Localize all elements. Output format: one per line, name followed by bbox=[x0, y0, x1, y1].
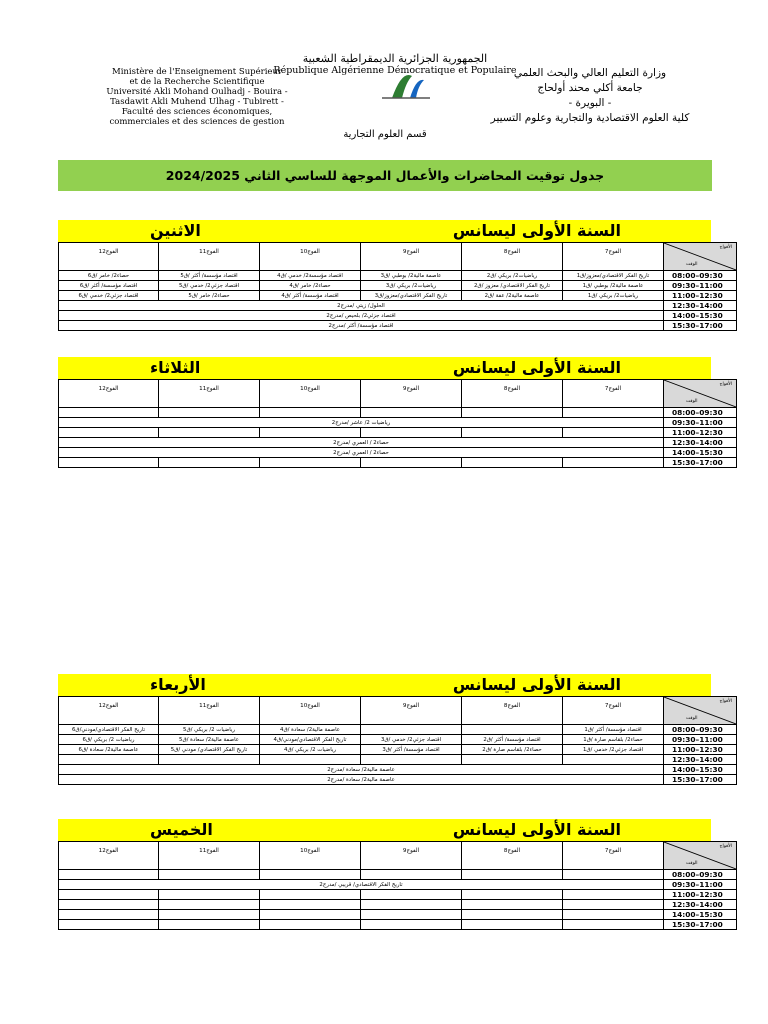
time-slot: 14:00–15:30 bbox=[664, 910, 737, 920]
table-row bbox=[59, 408, 737, 418]
session-cell bbox=[260, 755, 361, 765]
session-cell bbox=[260, 458, 361, 468]
university-logo bbox=[372, 68, 440, 104]
session-cell: عاصمة مالية2/ سعادة /ق6 bbox=[59, 745, 159, 755]
shared-lecture-cell: تاريخ الفكر الاقتصادي/ قريبي /مدرج2 bbox=[59, 880, 664, 890]
group-header: الفوج7 bbox=[563, 697, 664, 725]
session-cell: حصاء2/ بلقاسم صارة /ق1 bbox=[563, 735, 664, 745]
schedule-table bbox=[58, 841, 737, 930]
session-cell bbox=[462, 900, 563, 910]
time-slot: 15:30–17:00 bbox=[664, 775, 737, 785]
session-cell bbox=[59, 890, 159, 900]
session-cell: اقتصاد جزئي2/ خدمي /ق1 bbox=[563, 745, 664, 755]
schedule-banner: جدول توقيت المحاضرات والأعمال الموجهة للساسي الثاني 2024/2025 bbox=[58, 160, 712, 191]
table-row bbox=[59, 870, 737, 880]
session-cell bbox=[159, 870, 260, 880]
session-cell bbox=[462, 428, 563, 438]
session-cell bbox=[462, 408, 563, 418]
session-cell: عاصمة مالية2/ عفة /ق2 bbox=[462, 291, 563, 301]
day-label: الخميس bbox=[150, 820, 213, 839]
corner-header bbox=[664, 842, 737, 870]
year-label: السنة الأولى ليسانس bbox=[452, 820, 621, 839]
year-label: السنة الأولى ليسانس bbox=[452, 221, 621, 240]
session-cell: اقتصاد مؤسسة/ أكثر /ق6 bbox=[59, 281, 159, 291]
corner-header bbox=[664, 243, 737, 271]
letterhead-line: جامعة أكلي محند أولحاج bbox=[537, 82, 643, 94]
session-cell bbox=[260, 408, 361, 418]
table-row bbox=[59, 418, 737, 428]
group-header-row bbox=[59, 243, 737, 271]
arabic-letterhead bbox=[470, 66, 710, 126]
schedule-table bbox=[58, 379, 737, 468]
time-slot: 11:00–12:30 bbox=[664, 291, 737, 301]
time-slot: 14:00–15:30 bbox=[664, 311, 737, 321]
group-header: الفوج10 bbox=[260, 697, 361, 725]
time-slot: 12:30–14:00 bbox=[664, 438, 737, 448]
group-header: الفوج10 bbox=[260, 842, 361, 870]
session-cell: حصاء2/ خامر /ق6 bbox=[59, 271, 159, 281]
session-cell bbox=[59, 900, 159, 910]
table-row bbox=[59, 775, 737, 785]
session-cell: تاريخ الفكر الاقتصادي/معزوز/ق1 bbox=[563, 271, 664, 281]
session-cell bbox=[361, 755, 462, 765]
time-slot: 11:00–12:30 bbox=[664, 745, 737, 755]
table-row bbox=[59, 281, 737, 291]
corner-groups-label: الأفواج bbox=[719, 382, 732, 387]
group-header: الفوج11 bbox=[159, 697, 260, 725]
session-cell bbox=[159, 458, 260, 468]
year-day-bar bbox=[58, 674, 711, 696]
letterhead-line: Faculté des sciences économiques, bbox=[121, 107, 273, 117]
table-row bbox=[59, 428, 737, 438]
session-cell bbox=[59, 408, 159, 418]
day-section bbox=[58, 674, 732, 785]
table-row bbox=[59, 735, 737, 745]
table-row bbox=[59, 271, 737, 281]
session-cell bbox=[159, 408, 260, 418]
session-cell bbox=[159, 900, 260, 910]
group-header: الفوج12 bbox=[59, 697, 159, 725]
shared-lecture-cell: رياضيات 2/ عاشر /مدرج2 bbox=[59, 418, 664, 428]
session-cell: حصاء2/ بلقاسم صارة /ق2 bbox=[462, 745, 563, 755]
session-cell: اقتصاد مؤسسة/ أكثر /ق2 bbox=[462, 735, 563, 745]
group-header: الفوج8 bbox=[462, 243, 563, 271]
corner-groups-label: الأفواج bbox=[719, 844, 732, 849]
group-header: الفوج9 bbox=[361, 380, 462, 408]
day-label: الأربعاء bbox=[150, 675, 206, 694]
group-header: الفوج7 bbox=[563, 380, 664, 408]
letterhead-line: commerciales et des sciences de gestion bbox=[109, 117, 285, 127]
letterhead-line: Université Akli Mohand Oulhadj - Bouira - bbox=[106, 87, 288, 97]
letterhead-line: et de la Recherche Scientifique bbox=[129, 77, 265, 87]
session-cell bbox=[159, 755, 260, 765]
session-cell bbox=[563, 920, 664, 930]
table-row bbox=[59, 745, 737, 755]
session-cell: اقتصاد مؤسسة/ أكثر /ق1 bbox=[563, 725, 664, 735]
time-slot: 09:30–11:00 bbox=[664, 418, 737, 428]
year-label: السنة الأولى ليسانس bbox=[452, 675, 621, 694]
session-cell bbox=[361, 900, 462, 910]
session-cell bbox=[361, 725, 462, 735]
session-cell bbox=[59, 428, 159, 438]
session-cell bbox=[361, 890, 462, 900]
session-cell bbox=[361, 870, 462, 880]
group-header: الفوج7 bbox=[563, 243, 664, 271]
group-header: الفوج8 bbox=[462, 380, 563, 408]
session-cell: تاريخ الفكر الاقتصادي/ مودني /ق5 bbox=[159, 745, 260, 755]
group-header: الفوج12 bbox=[59, 842, 159, 870]
table-row bbox=[59, 438, 737, 448]
year-day-bar bbox=[58, 220, 711, 242]
table-row bbox=[59, 321, 737, 331]
session-cell: اقتصاد جزئي2/ خدمي /ق6 bbox=[59, 291, 159, 301]
session-cell bbox=[462, 725, 563, 735]
session-cell bbox=[563, 910, 664, 920]
session-cell bbox=[260, 910, 361, 920]
group-header: الفوج12 bbox=[59, 380, 159, 408]
letterhead-line: كلية العلوم الاقتصادية والتجارية وعلوم التسيير bbox=[490, 112, 690, 124]
session-cell: رياضيات 2/ بريكي /ق4 bbox=[260, 745, 361, 755]
group-header-row bbox=[59, 697, 737, 725]
group-header: الفوج8 bbox=[462, 842, 563, 870]
session-cell: عاصمة مالية2/ سعادة /ق5 bbox=[159, 735, 260, 745]
session-cell: تاريخ الفكر الاقتصادي/مودني/ق4 bbox=[260, 735, 361, 745]
session-cell bbox=[462, 870, 563, 880]
session-cell: حصاء2/ خامر /ق4 bbox=[260, 281, 361, 291]
group-header: الفوج9 bbox=[361, 243, 462, 271]
corner-header bbox=[664, 697, 737, 725]
session-cell: حصاء2/ خامر /ق5 bbox=[159, 291, 260, 301]
table-row bbox=[59, 900, 737, 910]
session-cell bbox=[59, 920, 159, 930]
time-slot: 15:30–17:00 bbox=[664, 920, 737, 930]
shared-lecture-cell: عاصمة مالية2/ سعادة /مدرج2 bbox=[59, 765, 664, 775]
session-cell: رياضيات 2/ بريكي /ق6 bbox=[59, 735, 159, 745]
table-row bbox=[59, 448, 737, 458]
time-slot: 09:30–11:00 bbox=[664, 880, 737, 890]
session-cell: تاريخ الفكر الاقتصادي/مودني/ق6 bbox=[59, 725, 159, 735]
session-cell bbox=[260, 920, 361, 930]
session-cell bbox=[462, 458, 563, 468]
session-cell bbox=[260, 900, 361, 910]
session-cell: اقتصاد مؤسسة2/ خدمي /ق4 bbox=[260, 271, 361, 281]
session-cell: عاصمة مالية2/ بوطبي /ق1 bbox=[563, 281, 664, 291]
time-slot: 08:00–09:30 bbox=[664, 870, 737, 880]
letterhead-line: - البويرة - bbox=[568, 97, 612, 109]
session-cell bbox=[361, 920, 462, 930]
session-cell bbox=[260, 890, 361, 900]
session-cell bbox=[563, 428, 664, 438]
session-cell: اقتصاد مؤسسة/ أكثر /ق4 bbox=[260, 291, 361, 301]
session-cell bbox=[59, 755, 159, 765]
session-cell: اقتصاد مؤسسة/ أكثر /ق3 bbox=[361, 745, 462, 755]
session-cell bbox=[59, 458, 159, 468]
shared-lecture-cell: الحلول/ زيتي /مدرج2 bbox=[59, 301, 664, 311]
table-row bbox=[59, 765, 737, 775]
group-header: الفوج11 bbox=[159, 380, 260, 408]
corner-time-label: الوقت bbox=[686, 716, 698, 721]
session-cell bbox=[563, 870, 664, 880]
session-cell: تاريخ الفكر الاقتصادي/معزوز/ق3 bbox=[361, 291, 462, 301]
corner-groups-label: الأفواج bbox=[719, 245, 732, 250]
session-cell bbox=[361, 910, 462, 920]
day-section bbox=[58, 819, 732, 930]
session-cell bbox=[159, 428, 260, 438]
session-cell bbox=[361, 428, 462, 438]
shared-lecture-cell: حصاء2 / العمري /مدرج2 bbox=[59, 448, 664, 458]
group-header: الفوج7 bbox=[563, 842, 664, 870]
session-cell: رياضيات2/ بريكي /ق3 bbox=[361, 281, 462, 291]
schedule-table bbox=[58, 242, 737, 331]
session-cell: رياضيات2/ بريكي /ق2 bbox=[462, 271, 563, 281]
session-cell: عاصمة مالية2/ سعادة /ق4 bbox=[260, 725, 361, 735]
day-label: الثلاثاء bbox=[150, 358, 201, 377]
session-cell: تاريخ الفكر الاقتصادي/ معزوز /ق2 bbox=[462, 281, 563, 291]
time-slot: 12:30–14:00 bbox=[664, 900, 737, 910]
table-row bbox=[59, 725, 737, 735]
time-slot: 12:30–14:00 bbox=[664, 301, 737, 311]
corner-groups-label: الأفواج bbox=[719, 699, 732, 704]
table-row bbox=[59, 458, 737, 468]
time-slot: 08:00–09:30 bbox=[664, 408, 737, 418]
shared-lecture-cell: حصاء2 / العمري /مدرج2 bbox=[59, 438, 664, 448]
session-cell bbox=[563, 458, 664, 468]
corner-time-label: الوقت bbox=[686, 861, 698, 866]
group-header: الفوج10 bbox=[260, 380, 361, 408]
time-slot: 09:30–11:00 bbox=[664, 281, 737, 291]
group-header: الفوج11 bbox=[159, 842, 260, 870]
session-cell bbox=[462, 910, 563, 920]
table-row bbox=[59, 910, 737, 920]
french-letterhead bbox=[72, 67, 322, 127]
time-slot: 14:00–15:30 bbox=[664, 448, 737, 458]
group-header: الفوج9 bbox=[361, 842, 462, 870]
session-cell bbox=[260, 428, 361, 438]
group-header-row bbox=[59, 842, 737, 870]
time-slot: 11:00–12:30 bbox=[664, 428, 737, 438]
day-label: الاثنين bbox=[150, 221, 201, 240]
table-row bbox=[59, 880, 737, 890]
group-header: الفوج9 bbox=[361, 697, 462, 725]
session-cell bbox=[159, 910, 260, 920]
session-cell: رياضيات2/ بريكي /ق1 bbox=[563, 291, 664, 301]
session-cell bbox=[462, 920, 563, 930]
corner-header bbox=[664, 380, 737, 408]
group-header: الفوج8 bbox=[462, 697, 563, 725]
table-row bbox=[59, 301, 737, 311]
day-section bbox=[58, 357, 732, 468]
year-day-bar bbox=[58, 819, 711, 841]
letterhead-line: Tasdawit Akli Muhend Ulhag - Tubirett - bbox=[110, 97, 284, 107]
year-day-bar bbox=[58, 357, 711, 379]
table-row bbox=[59, 890, 737, 900]
session-cell bbox=[361, 458, 462, 468]
time-slot: 08:00–09:30 bbox=[664, 725, 737, 735]
session-cell bbox=[563, 408, 664, 418]
republic-french: République Algérienne Démocratique et Populaire bbox=[273, 65, 517, 76]
shared-lecture-cell: اقتصاد مؤسسة/ أكثر /مدرج2 bbox=[59, 321, 664, 331]
time-slot: 08:00–09:30 bbox=[664, 271, 737, 281]
shared-lecture-cell: اقتصاد جزئي2/ بلحيص /مدرج2 bbox=[59, 311, 664, 321]
group-header: الفوج12 bbox=[59, 243, 159, 271]
time-slot: 14:00–15:30 bbox=[664, 765, 737, 775]
year-label: السنة الأولى ليسانس bbox=[452, 358, 621, 377]
session-cell bbox=[462, 755, 563, 765]
time-slot: 11:00–12:30 bbox=[664, 890, 737, 900]
session-cell: اقتصاد جزئي2/ خدمي /ق3 bbox=[361, 735, 462, 745]
session-cell bbox=[159, 920, 260, 930]
session-cell bbox=[59, 870, 159, 880]
session-cell bbox=[159, 890, 260, 900]
session-cell bbox=[59, 910, 159, 920]
session-cell: عاصمة مالية2/ بوطبي /ق3 bbox=[361, 271, 462, 281]
letterhead-line: وزارة التعليم العالي والبحث العلمي bbox=[513, 67, 667, 79]
session-cell bbox=[260, 870, 361, 880]
session-cell: اقتصاد جزئي2/ خدمي /ق5 bbox=[159, 281, 260, 291]
time-slot: 09:30–11:00 bbox=[664, 735, 737, 745]
session-cell: رياضيات 2/ بريكي /ق5 bbox=[159, 725, 260, 735]
group-header: الفوج10 bbox=[260, 243, 361, 271]
department-title: قسم العلوم التجارية bbox=[343, 129, 427, 140]
group-header: الفوج11 bbox=[159, 243, 260, 271]
time-slot: 12:30–14:00 bbox=[664, 755, 737, 765]
table-row bbox=[59, 291, 737, 301]
session-cell bbox=[462, 890, 563, 900]
day-section bbox=[58, 220, 732, 331]
session-cell bbox=[361, 408, 462, 418]
time-slot: 15:30–17:00 bbox=[664, 321, 737, 331]
table-row bbox=[59, 311, 737, 321]
corner-time-label: الوقت bbox=[686, 262, 698, 267]
session-cell: اقتصاد مؤسسة/ أكثر /ق5 bbox=[159, 271, 260, 281]
table-row bbox=[59, 755, 737, 765]
schedule-table bbox=[58, 696, 737, 785]
republic-arabic: الجمهورية الجزائرية الديمقراطية الشعبية bbox=[302, 52, 488, 65]
table-row bbox=[59, 920, 737, 930]
group-header-row bbox=[59, 380, 737, 408]
letterhead-line: Ministère de l'Enseignement Supérieur bbox=[112, 67, 282, 77]
corner-time-label: الوقت bbox=[686, 399, 698, 404]
session-cell bbox=[563, 890, 664, 900]
session-cell bbox=[563, 755, 664, 765]
shared-lecture-cell: عاصمة مالية2/ سعادة /مدرج2 bbox=[59, 775, 664, 785]
session-cell bbox=[563, 900, 664, 910]
time-slot: 15:30–17:00 bbox=[664, 458, 737, 468]
